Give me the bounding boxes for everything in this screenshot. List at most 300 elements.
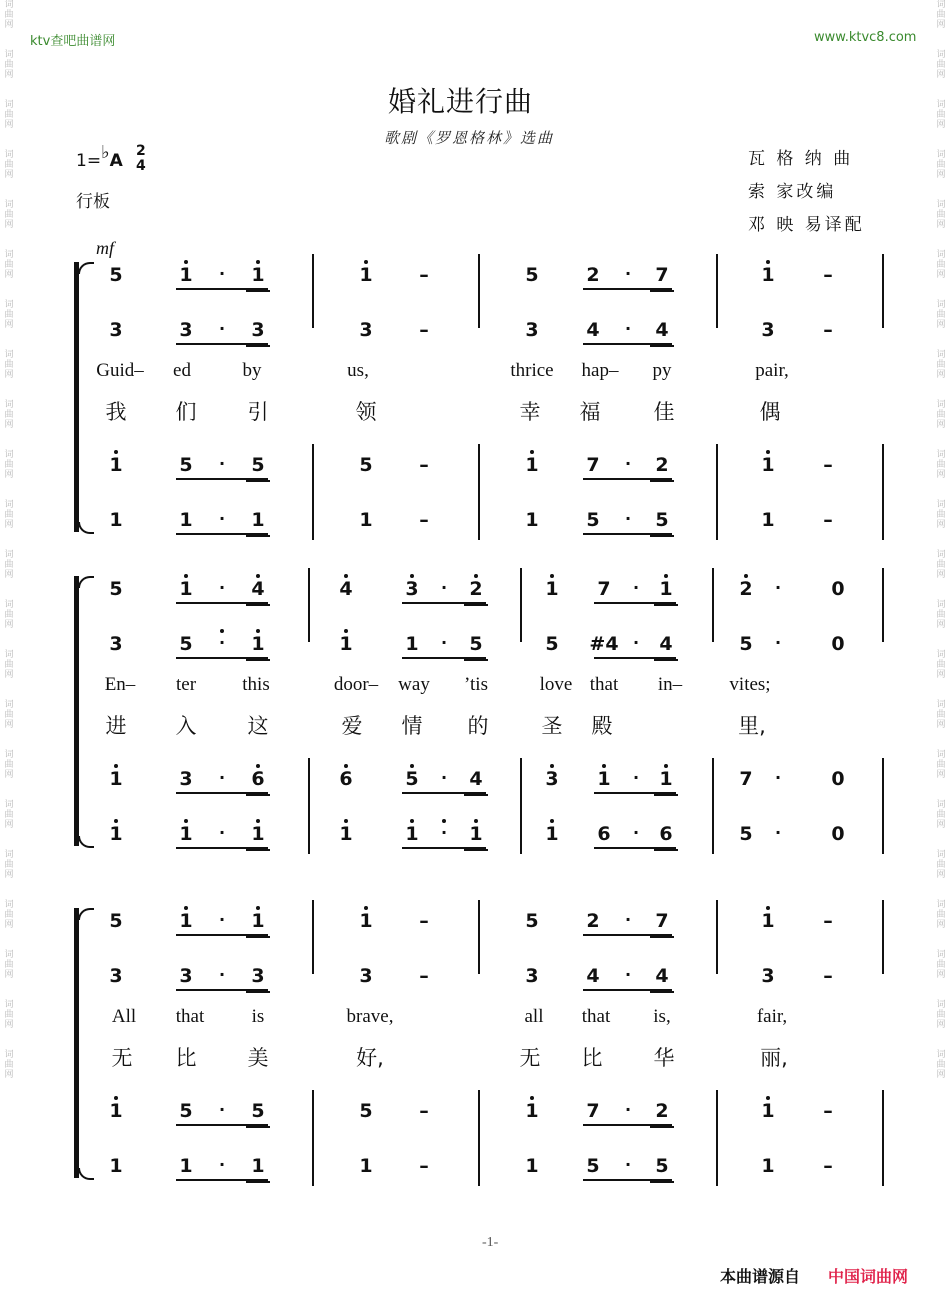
lyric-english: py — [652, 360, 672, 381]
octave-dot-above — [550, 764, 554, 768]
note-underline — [246, 345, 270, 347]
lyric-english: ter — [175, 674, 197, 695]
note-underline — [402, 847, 486, 849]
note: · — [632, 578, 640, 597]
note: 5 — [251, 1100, 265, 1122]
header-left-link[interactable]: ktv查吧曲谱网 — [30, 34, 116, 49]
note-underline — [650, 991, 674, 993]
note: 1 — [761, 1100, 775, 1122]
note: 1 — [109, 823, 123, 845]
lyric-chinese: 这 — [247, 714, 269, 738]
note: · — [624, 1155, 632, 1174]
lyric-chinese: 无 — [111, 1046, 133, 1070]
note: 3 — [761, 965, 775, 987]
note-underline — [650, 480, 674, 482]
bar-line — [312, 900, 314, 974]
lyric-chinese: 进 — [105, 714, 127, 738]
note: – — [419, 264, 429, 286]
lyric-chinese: 丽, — [760, 1046, 788, 1070]
note-underline — [594, 602, 676, 604]
note: 5 — [469, 633, 483, 655]
note: 1 — [359, 1155, 373, 1177]
note: 5 — [586, 1155, 600, 1177]
bar-line — [716, 1090, 718, 1186]
note: · — [218, 578, 226, 597]
lyric-english: is — [251, 1006, 265, 1027]
note-underline — [176, 288, 268, 290]
song-title: 婚礼进行曲 — [388, 85, 534, 118]
lyric-english: En– — [104, 674, 136, 695]
lyric-chinese: 福 — [579, 400, 601, 424]
note: 3 — [761, 319, 775, 341]
note: 1 — [251, 633, 265, 655]
watermark-text: 词 曲 网 — [936, 600, 946, 630]
note-underline — [246, 659, 270, 661]
note: · — [632, 768, 640, 787]
note-underline — [594, 847, 676, 849]
note-underline — [246, 849, 270, 851]
note-underline — [583, 533, 672, 535]
system-brace — [74, 908, 79, 1178]
lyric-chinese: 华 — [653, 1046, 675, 1070]
note: · — [218, 823, 226, 842]
watermark-text: 词 曲 网 — [4, 700, 14, 730]
note: 5 — [545, 633, 559, 655]
note: 1 — [359, 509, 373, 531]
watermark-text: 词 曲 网 — [936, 750, 946, 780]
octave-dot-above — [602, 764, 606, 768]
bar-line — [716, 254, 718, 328]
note: – — [419, 1100, 429, 1122]
octave-dot-above — [550, 819, 554, 823]
note-underline — [650, 1181, 674, 1183]
lyric-chinese: 情 — [401, 714, 423, 738]
octave-dot-above — [256, 906, 260, 910]
note: 1 — [109, 509, 123, 531]
tempo-marking: 行板 — [76, 192, 110, 212]
note: 1 — [359, 264, 373, 286]
note: 5 — [359, 1100, 373, 1122]
bar-line — [716, 444, 718, 540]
octave-dot-above — [530, 1096, 534, 1100]
octave-dot-above — [344, 629, 348, 633]
watermark-text: 词 曲 网 — [936, 800, 946, 830]
lyric-english: us, — [347, 360, 369, 381]
note-underline — [176, 478, 268, 480]
note: 5 — [655, 509, 669, 531]
lyric-chinese: 美 — [247, 1046, 269, 1070]
watermark-text: 词 曲 网 — [4, 1050, 14, 1080]
system-brace-curl — [78, 908, 94, 920]
system-brace-curl-bottom — [78, 522, 94, 534]
octave-dot-above — [344, 764, 348, 768]
note: 7 — [655, 264, 669, 286]
lyric-chinese: 领 — [355, 400, 377, 424]
note-underline — [583, 343, 672, 345]
note: 0 — [831, 823, 845, 845]
note: 1 — [179, 264, 193, 286]
octave-dot-above — [410, 819, 414, 823]
note-underline — [583, 288, 672, 290]
note-underline — [654, 604, 678, 606]
note: 5 — [109, 578, 123, 600]
note: 5 — [359, 454, 373, 476]
note: · — [218, 633, 226, 652]
note: 3 — [179, 965, 193, 987]
note: 2 — [739, 578, 753, 600]
note: 3 — [359, 965, 373, 987]
note: 3 — [179, 319, 193, 341]
note: – — [419, 454, 429, 476]
lyric-english: hap– — [581, 360, 619, 381]
note-underline — [650, 1126, 674, 1128]
note-underline — [583, 934, 672, 936]
note: 3 — [545, 768, 559, 790]
credit-translator: 邓 映 易译配 — [748, 215, 865, 235]
lyric-chinese: 我 — [105, 400, 127, 424]
watermark-text: 词 曲 网 — [936, 400, 946, 430]
note: · — [624, 509, 632, 528]
note: 1 — [761, 454, 775, 476]
note: 7 — [655, 910, 669, 932]
note: 6 — [251, 768, 265, 790]
bar-line — [478, 254, 480, 328]
note: · — [774, 633, 782, 652]
dynamic-marking: mf — [96, 238, 114, 258]
flat-icon: ♭ — [101, 142, 110, 163]
octave-dot-above — [114, 1096, 118, 1100]
bar-line — [312, 1090, 314, 1186]
note-underline — [402, 657, 486, 659]
lyric-english: pair, — [755, 360, 789, 381]
lyric-english: by — [242, 360, 262, 381]
note: 5 — [739, 823, 753, 845]
note: 3 — [359, 319, 373, 341]
note: 5 — [739, 633, 753, 655]
note-underline — [650, 290, 674, 292]
watermark-text: 词 曲 网 — [4, 850, 14, 880]
note: – — [823, 1100, 833, 1122]
watermark-text: 词 曲 网 — [4, 550, 14, 580]
watermark-text: 词 曲 网 — [4, 650, 14, 680]
note: 1 — [761, 509, 775, 531]
octave-dot-above — [766, 906, 770, 910]
watermark-text: 词 曲 网 — [936, 250, 946, 280]
note-underline — [583, 1179, 672, 1181]
lyric-chinese: 偶 — [759, 400, 781, 424]
note: · — [440, 768, 448, 787]
note-underline — [402, 602, 486, 604]
note-underline — [176, 533, 268, 535]
credit-arranger: 索 家改编 — [748, 182, 837, 202]
note: 1 — [109, 768, 123, 790]
watermark-text: 词 曲 网 — [936, 0, 946, 30]
note: – — [419, 965, 429, 987]
footer-source-site[interactable]: 中国词曲网 — [828, 1267, 909, 1286]
note: – — [823, 264, 833, 286]
bar-line — [478, 444, 480, 540]
note: · — [218, 319, 226, 338]
note: 3 — [251, 965, 265, 987]
note-underline — [464, 604, 488, 606]
lyric-chinese: 引 — [247, 400, 269, 424]
note-underline — [176, 1124, 268, 1126]
lyric-chinese: 殿 — [591, 714, 613, 738]
bar-line — [882, 444, 884, 540]
note-underline — [176, 989, 268, 991]
lyric-chinese: 无 — [519, 1046, 541, 1070]
note-underline — [246, 480, 270, 482]
octave-dot-above — [256, 819, 260, 823]
note: · — [218, 910, 226, 929]
octave-dot-above — [184, 906, 188, 910]
note: · — [624, 965, 632, 984]
bar-line — [882, 1090, 884, 1186]
note: 1 — [545, 823, 559, 845]
note-underline — [654, 659, 678, 661]
header-right-link[interactable]: www.ktvc8.com — [814, 30, 917, 45]
note: 5 — [179, 1100, 193, 1122]
octave-dot-above — [344, 574, 348, 578]
bar-line — [308, 758, 310, 854]
note-underline — [583, 989, 672, 991]
note: · — [624, 910, 632, 929]
note-underline — [176, 657, 268, 659]
octave-dot-above — [766, 260, 770, 264]
lyric-chinese: 入 — [175, 714, 197, 738]
note: 2 — [586, 264, 600, 286]
octave-dot-above — [256, 629, 260, 633]
octave-dot-above — [114, 450, 118, 454]
note: 1 — [109, 1155, 123, 1177]
note: · — [774, 768, 782, 787]
note: · — [624, 454, 632, 473]
lyric-english: ed — [173, 360, 191, 381]
lyric-chinese: 佳 — [653, 400, 675, 424]
note: 7 — [586, 1100, 600, 1122]
bar-line — [312, 254, 314, 328]
octave-dot-above — [664, 574, 668, 578]
note: 4 — [586, 319, 600, 341]
time-signature — [136, 144, 146, 174]
watermark-text: 词 曲 网 — [4, 200, 14, 230]
note: 1 — [659, 768, 673, 790]
lyric-english: that — [589, 674, 619, 695]
note: – — [823, 319, 833, 341]
bar-line — [882, 568, 884, 642]
note: 7 — [597, 578, 611, 600]
lyric-english: love — [539, 674, 573, 695]
note: · — [624, 319, 632, 338]
bar-line — [478, 1090, 480, 1186]
lyric-english: this — [242, 674, 270, 695]
bar-line — [520, 568, 522, 642]
footer-source-label: 本曲谱源自 — [720, 1267, 801, 1286]
watermark-text: 词 曲 网 — [936, 350, 946, 380]
note-underline — [650, 936, 674, 938]
watermark-text: 词 曲 网 — [936, 700, 946, 730]
note-underline — [594, 792, 676, 794]
page-number: -1- — [482, 1235, 499, 1250]
note-underline — [246, 936, 270, 938]
note: 1 — [525, 1100, 539, 1122]
octave-dot-above — [766, 450, 770, 454]
note: · — [440, 633, 448, 652]
note-underline — [176, 602, 268, 604]
note: 7 — [739, 768, 753, 790]
note: 1 — [251, 910, 265, 932]
credit-composer: 瓦 格 纳 曲 — [748, 149, 854, 169]
octave-dot-above — [344, 819, 348, 823]
note: 5 — [405, 768, 419, 790]
watermark-text: 词 曲 网 — [936, 550, 946, 580]
note: · — [774, 578, 782, 597]
note: 4 — [339, 578, 353, 600]
note: 2 — [655, 454, 669, 476]
note-underline — [176, 847, 268, 849]
watermark-text: 词 曲 网 — [4, 350, 14, 380]
note-underline — [650, 535, 674, 537]
note: – — [419, 319, 429, 341]
watermark-text: 词 曲 网 — [4, 150, 14, 180]
note: 5 — [655, 1155, 669, 1177]
lyric-chinese: 幸 — [519, 400, 541, 424]
octave-dot-above — [410, 574, 414, 578]
note-underline — [246, 290, 270, 292]
note-underline — [246, 604, 270, 606]
octave-dot-above — [530, 450, 534, 454]
note: 3 — [525, 965, 539, 987]
note: · — [632, 823, 640, 842]
note: 1 — [597, 768, 611, 790]
watermark-text: 词 曲 网 — [4, 900, 14, 930]
lyric-chinese: 爱 — [341, 714, 363, 738]
note: 3 — [179, 768, 193, 790]
note: 1 — [761, 1155, 775, 1177]
watermark-text: 词 曲 网 — [936, 50, 946, 80]
lyric-english: door– — [333, 674, 379, 695]
watermark-text: 词 曲 网 — [4, 500, 14, 530]
watermark-text: 词 曲 网 — [936, 900, 946, 930]
note: 5 — [586, 509, 600, 531]
octave-dot-above — [364, 906, 368, 910]
watermark-text: 词 曲 网 — [936, 950, 946, 980]
bar-line — [716, 900, 718, 974]
bar-line — [712, 758, 714, 854]
lyric-chinese: 比 — [175, 1046, 197, 1070]
octave-dot-above — [664, 764, 668, 768]
system-brace — [74, 262, 79, 532]
note: – — [419, 1155, 429, 1177]
note-underline — [176, 934, 268, 936]
watermark-text: 词 曲 网 — [936, 500, 946, 530]
note: 5 — [109, 264, 123, 286]
octave-dot-above — [474, 819, 478, 823]
bar-line — [308, 568, 310, 642]
note-underline — [464, 659, 488, 661]
note: – — [823, 965, 833, 987]
lyric-english: that — [175, 1006, 205, 1027]
note-underline — [583, 478, 672, 480]
note: 3 — [251, 319, 265, 341]
note: 1 — [109, 454, 123, 476]
key-signature — [76, 142, 123, 171]
note: 1 — [251, 264, 265, 286]
note: · — [624, 1100, 632, 1119]
note: 5 — [525, 264, 539, 286]
note: 5 — [179, 454, 193, 476]
note: 1 — [339, 633, 353, 655]
bar-line — [520, 758, 522, 854]
note: · — [624, 264, 632, 283]
note: · — [774, 823, 782, 842]
key-prefix: 1= — [76, 151, 102, 171]
note: 4 — [659, 633, 673, 655]
note-underline — [246, 1126, 270, 1128]
note: 1 — [659, 578, 673, 600]
note: 6 — [659, 823, 673, 845]
note: 1 — [251, 509, 265, 531]
note: 0 — [831, 633, 845, 655]
left-watermark-strip — [2, 0, 16, 1311]
system-brace-curl-bottom — [78, 1168, 94, 1180]
lyric-english: ’tis — [464, 674, 488, 695]
note: 1 — [545, 578, 559, 600]
note: · — [218, 965, 226, 984]
note: 1 — [469, 823, 483, 845]
watermark-text: 词 曲 网 — [936, 150, 946, 180]
lyric-chinese: 的 — [467, 714, 489, 738]
note: 3 — [109, 633, 123, 655]
system-brace-curl — [78, 576, 94, 588]
lyric-chinese: 好, — [356, 1046, 384, 1070]
note: 1 — [251, 1155, 265, 1177]
octave-dot-above — [474, 574, 478, 578]
lyric-english: that — [581, 1006, 611, 1027]
note: 1 — [179, 509, 193, 531]
watermark-text: 词 曲 网 — [4, 100, 14, 130]
note: 0 — [831, 768, 845, 790]
lyric-chinese: 们 — [175, 400, 197, 424]
bar-line — [882, 254, 884, 328]
note: 5 — [179, 633, 193, 655]
lyric-english: all — [524, 1006, 544, 1027]
note: – — [823, 509, 833, 531]
lyric-english: brave, — [346, 1006, 394, 1027]
right-watermark-strip — [934, 0, 948, 1311]
octave-dot-above — [114, 819, 118, 823]
note-underline — [464, 849, 488, 851]
octave-dot-above — [184, 574, 188, 578]
note: 3 — [109, 319, 123, 341]
note-underline — [246, 535, 270, 537]
note: · — [218, 1100, 226, 1119]
octave-dot-above — [256, 260, 260, 264]
octave-dot-above — [442, 819, 446, 823]
note-underline — [650, 345, 674, 347]
watermark-text: 词 曲 网 — [936, 200, 946, 230]
watermark-text: 词 曲 网 — [4, 1000, 14, 1030]
note: – — [823, 910, 833, 932]
note: 4 — [251, 578, 265, 600]
note: 5 — [251, 454, 265, 476]
system-brace-curl-bottom — [78, 836, 94, 848]
note: 3 — [405, 578, 419, 600]
bar-line — [882, 900, 884, 974]
octave-dot-above — [256, 764, 260, 768]
note: 4 — [586, 965, 600, 987]
note-underline — [246, 991, 270, 993]
